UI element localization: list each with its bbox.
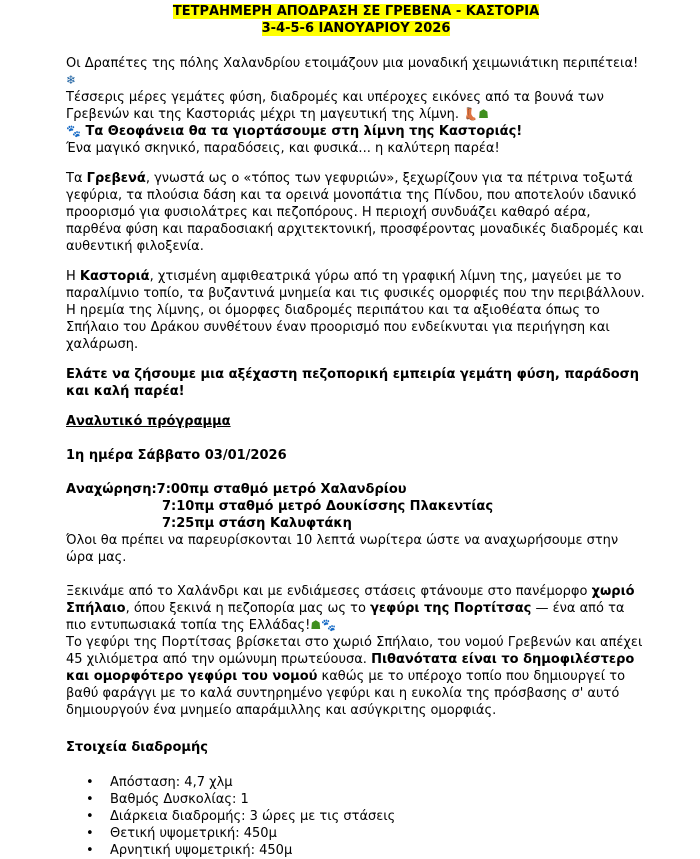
itinerary-p1-c: — ένα από τα πιο εντυπωσιακά τοπία της Ελλάδας!: [66, 601, 625, 633]
route-difficulty: Βαθμός Δυσκολίας: 1: [110, 792, 249, 807]
document-page: [66, 0, 646, 859]
intro-line-2: [66, 89, 646, 123]
hiker-icon: ☗: [478, 107, 489, 121]
grevena-prefix: Τα: [66, 171, 87, 186]
list-item: [66, 842, 646, 859]
departure-row-1: [66, 481, 646, 498]
bullet-icon: •: [86, 826, 94, 841]
grevena-name: Γρεβενά: [86, 171, 146, 186]
departure-block: [66, 481, 646, 566]
invite-text: Ελάτε να ζήσουμε μια αξέχαστη πεζοπορική εμπειρία γεμάτη φύση, παράδοση και καλή παρέα!: [66, 367, 640, 399]
route-distance: Απόσταση: 4,7 χλμ: [110, 775, 233, 790]
document-title: [66, 3, 646, 37]
bridge-name: γεφύρι της Πορτίτσας: [370, 601, 532, 616]
itinerary-p1-b: , όπου ξεκινά η πεζοπορία μας ως το: [125, 601, 371, 616]
departure-row-3: 7:25πμ στάση Καλυφτάκη: [162, 516, 352, 531]
intro-line-3-text: Τα Θεοφάνεια θα τα γιορτάσουμε στη λίμνη της Καστοριάς!: [85, 124, 523, 139]
route-ascent: Θετική υψομετρική: 450μ: [110, 826, 277, 841]
kastoria-paragraph: [66, 268, 646, 353]
program-heading-block: [66, 413, 646, 430]
bullet-icon: •: [86, 792, 94, 807]
day1-block: [66, 447, 646, 464]
itinerary-p2-b: καθώς με το υπέροχο τοπίο που δημιουργεί το βαθύ φαράγγι με το καλά συντηρημένο γεφύρι και η ευκολία της πρόσβασης σ' αυτό δημιουργούν ένα μνημείο απαράμιλλης και ασύγκριτης ομορφιάς.: [66, 669, 626, 718]
list-item: [66, 808, 646, 825]
paws-icon-2: 🐾: [321, 618, 337, 632]
itinerary-p2-a: Το γεφύρι της Πορτίτσας βρίσκεται στο χωριό Σπήλαιο, του νομού Γρεβενών και απέχει 45 χιλιόμετρα από την ομώνυμη πρωτεύουσα.: [66, 635, 643, 667]
boot-icon: 👢: [463, 107, 479, 121]
departure-row-2: 7:10πμ σταθμό μετρό Δουκίσσης Πλακεντίας: [162, 499, 494, 514]
route-section: [66, 739, 646, 859]
departure-time-1: 7:00πμ σταθμό μετρό Χαλανδρίου: [156, 482, 407, 497]
bullet-icon: •: [86, 775, 94, 790]
departure-note: Όλοι θα πρέπει να παρευρίσκονται 10 λεπτά νωρίτερα ώστε να αναχωρήσουμε στην ώρα μας.: [66, 533, 619, 565]
hiker-icon-2: ☗: [310, 618, 322, 632]
snowflake-icon: ❄: [66, 73, 77, 87]
intro-line-1: Οι Δραπέτες της πόλης Χαλανδρίου ετοιμάζουν μια μοναδική χειμωνιάτικη περιπέτεια!: [66, 56, 639, 71]
title-line-2: 3-4-5-6 ΙΑΝΟΥΑΡΙΟΥ 2026: [261, 21, 451, 36]
title-line-1: ΤΕΤΡΑΗΜΕΡΗ ΑΠΟΔΡΑΣΗ ΣΕ ΓΡΕΒΕΝΑ - ΚΑΣΤΟΡΙΑ: [172, 4, 540, 19]
kastoria-name: Καστοριά: [79, 269, 150, 284]
kastoria-text: , χτισμένη αμφιθεατρικά γύρω από τη γραφική λίμνη της, μαγεύει με το παραλίμνιο τοπίο, τα βυζαντινά μνημεία και τις φυσικές ομορφιές που την περιβάλλουν. Η ηρεμία της λίμνης, οι όμορφες διαδρομές περιπάτου και τα αξιοθέατα όπως το Σπήλαιο του Δράκου συνθέτουν έναν προορισμό που ενδείκνυται για περιήγηση και χαλάρωση.: [66, 269, 645, 352]
list-item: [66, 825, 646, 842]
intro-section: [66, 55, 646, 157]
intro-line-3: [66, 123, 646, 140]
bullet-icon: •: [86, 843, 94, 858]
bullet-icon: •: [86, 809, 94, 824]
village-name: χωριό Σπήλαιο: [66, 584, 635, 616]
kastoria-prefix: Η: [66, 269, 80, 284]
intro-line-4: Ένα μαγικό σκηνικό, παραδόσεις, και φυσικά... η καλύτερη παρέα!: [66, 141, 500, 156]
itinerary-p1-a: Ξεκινάμε από το Χαλάνδρι και με ενδιάμεσες στάσεις φτάνουμε στο πανέμορφο: [66, 584, 592, 599]
list-item: [66, 774, 646, 791]
intro-line-2-text: Τέσσερις μέρες γεμάτες φύση, διαδρομές και υπέροχες εικόνες από τα βουνά των Γρεβενών και της Καστοριάς μέχρι τη μαγευτική της λίμνη.: [66, 90, 604, 122]
list-item: [66, 791, 646, 808]
grevena-text: , γνωστά ως ο «τόπος των γεφυριών», ξεχωρίζουν για τα πέτρινα τοξωτά γεφύρια, τα πλούσια δάση και τα ορεινά μονοπάτια της Πίνδου, που αποτελούν ιδανικό προορισμό για φυσιολάτρες και πεζοπόρους. Η περιοχή συνδυάζει καθαρό αέρα, παρθένα φύση και παραδοσιακή αρχιτεκτονική, προσφέροντας μοναδικές διαδρομές και αυθεντική φιλοξενία.: [66, 171, 644, 254]
route-heading: Στοιχεία διαδρομής: [66, 740, 208, 755]
paws-icon: 🐾: [66, 124, 81, 138]
program-heading: Αναλυτικό πρόγραμμα: [66, 414, 231, 429]
route-stats-list: [66, 774, 646, 859]
day1-heading: 1η ημέρα Σάββατο 03/01/2026: [66, 448, 287, 463]
itinerary-paragraph-1: [66, 583, 646, 634]
departure-label: Αναχώρηση:: [66, 482, 157, 497]
route-duration: Διάρκεια διαδρομής: 3 ώρες με τις στάσεις: [110, 809, 396, 824]
invite-paragraph: [66, 366, 646, 400]
itinerary-paragraph-2: [66, 634, 646, 719]
itinerary-p2-bold: Πιθανότατα είναι το δημοφιλέστερο και ομορφότερο γεφύρι του νομού: [66, 652, 635, 684]
grevena-paragraph: [66, 170, 646, 255]
route-descent: Αρνητική υψομετρική: 450μ: [110, 843, 293, 858]
